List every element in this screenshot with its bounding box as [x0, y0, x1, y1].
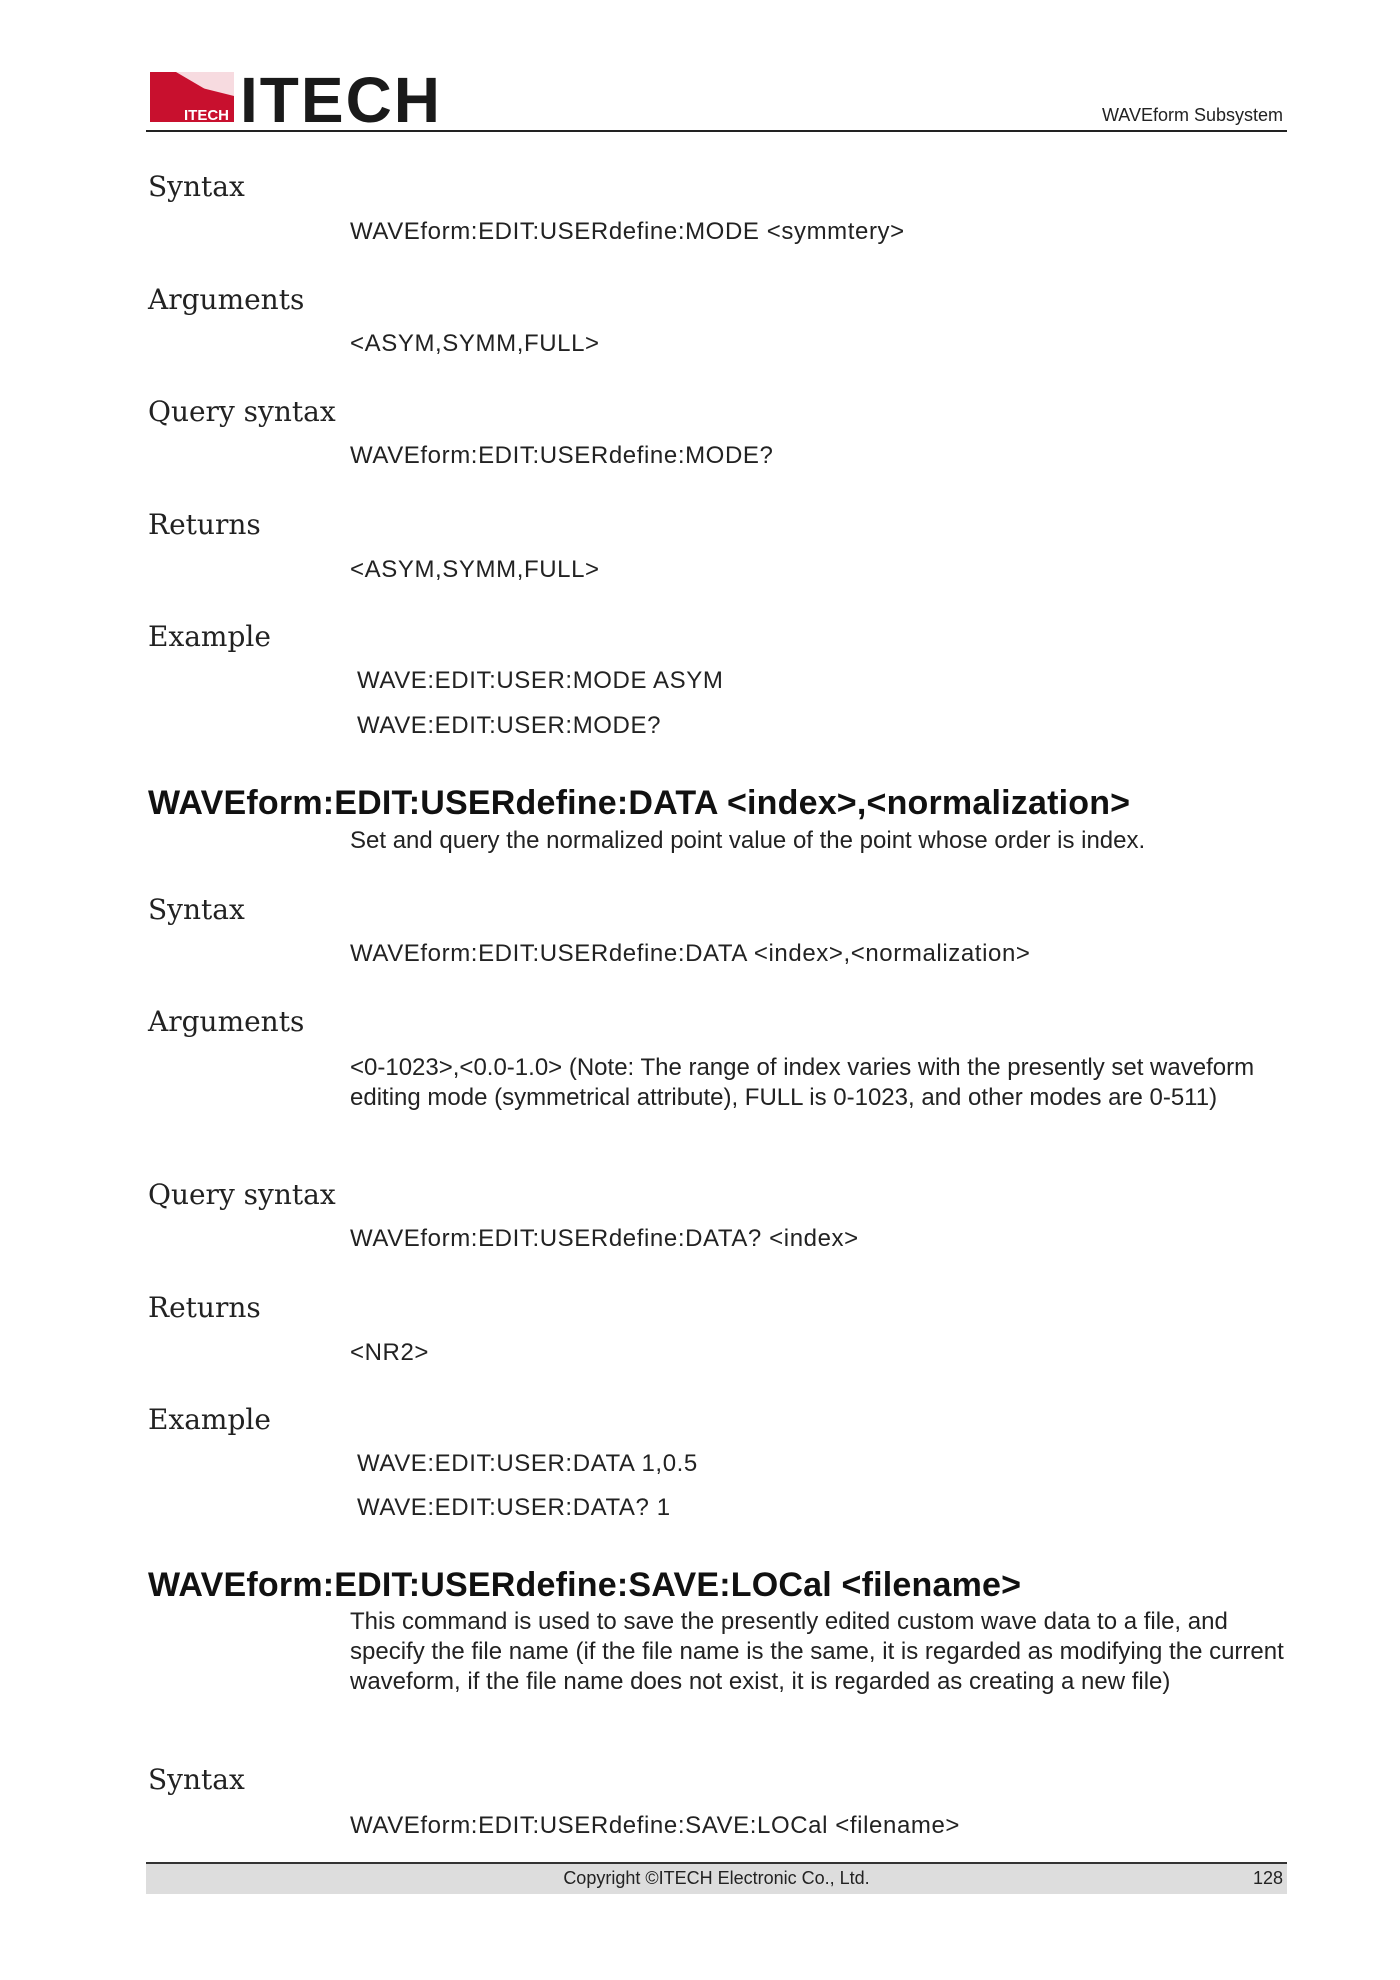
syntax-label: Syntax [148, 170, 245, 203]
copyright-text: Copyright ©ITECH Electronic Co., Ltd. [563, 1868, 870, 1888]
mode-arguments: <ASYM,SYMM,FULL> [350, 330, 600, 357]
save-description: This command is used to save the presently edited custom wave data to a file, and specify the file name (if the file name is the same, it is regarded as modifying the current waveform, if the file name does not exist, it is regarded as creating a new file) [350, 1608, 1284, 1695]
logo-small-text: ITECH [184, 107, 229, 124]
data-command-heading: WAVEform:EDIT:USERdefine:DATA <index>,<normalization> [148, 784, 1131, 822]
data-example-2: WAVE:EDIT:USER:DATA? 1 [357, 1494, 671, 1521]
data-example-1: WAVE:EDIT:USER:DATA 1,0.5 [357, 1450, 698, 1477]
save-syntax: WAVEform:EDIT:USERdefine:SAVE:LOCal <filename> [350, 1812, 961, 1839]
arguments-label: Arguments [148, 1005, 305, 1038]
returns-label: Returns [148, 508, 261, 541]
syntax-label: Syntax [148, 893, 245, 926]
example-label: Example [148, 620, 271, 653]
data-syntax: WAVEform:EDIT:USERdefine:DATA <index>,<normalization> [350, 940, 1031, 967]
mode-example-1: WAVE:EDIT:USER:MODE ASYM [357, 667, 724, 694]
data-description: Set and query the normalized point value of the point whose order is index. [350, 827, 1146, 854]
save-command-heading: WAVEform:EDIT:USERdefine:SAVE:LOCal <filename> [148, 1566, 1022, 1604]
mode-returns: <ASYM,SYMM,FULL> [350, 556, 600, 583]
syntax-label: Syntax [148, 1763, 245, 1796]
data-query: WAVEform:EDIT:USERdefine:DATA? <index> [350, 1225, 859, 1252]
query-syntax-label: Query syntax [148, 395, 336, 428]
itech-logo [146, 66, 466, 128]
example-label: Example [148, 1403, 271, 1436]
data-arguments: <0-1023>,<0.0-1.0> (Note: The range of index varies with the presently set waveform editing mode (symmetrical attribute), FULL is 0-1023, and other modes are 0-511) [350, 1054, 1255, 1111]
arguments-label: Arguments [148, 283, 305, 316]
mode-query: WAVEform:EDIT:USERdefine:MODE? [350, 442, 774, 469]
query-syntax-label: Query syntax [148, 1178, 336, 1211]
returns-label: Returns [148, 1291, 261, 1324]
page-footer [146, 1862, 1287, 1894]
mode-example-2: WAVE:EDIT:USER:MODE? [357, 712, 662, 739]
data-returns: <NR2> [350, 1339, 430, 1366]
section-title: WAVEform Subsystem [1101, 105, 1283, 125]
logo-brand-text: ITECH [240, 66, 442, 128]
page-header [146, 64, 1287, 132]
page-number: 128 [1252, 1868, 1283, 1888]
mode-syntax: WAVEform:EDIT:USERdefine:MODE <symmtery> [350, 218, 905, 245]
